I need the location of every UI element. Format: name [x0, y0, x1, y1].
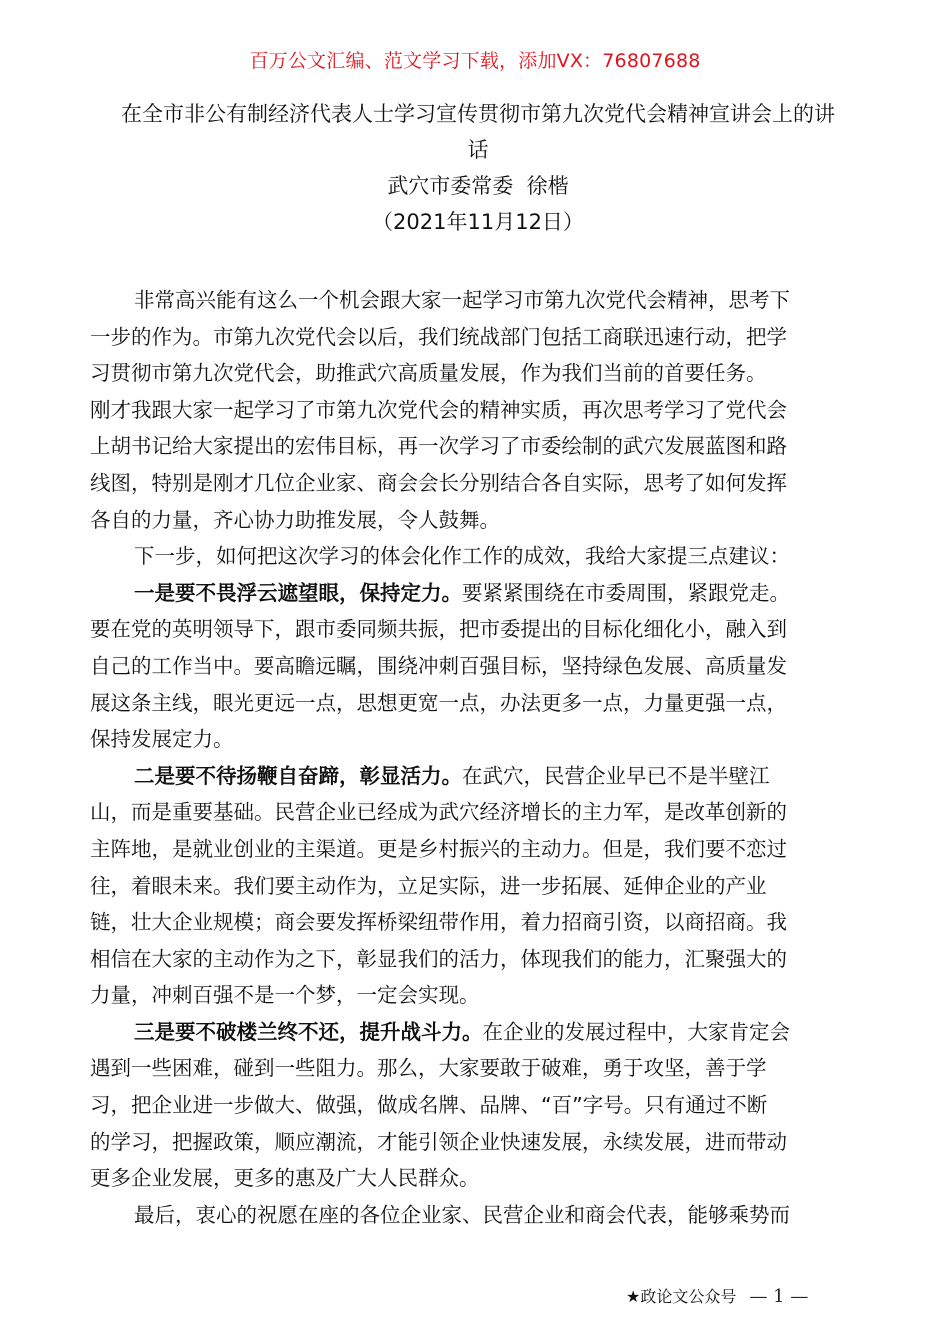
suggestion-1-heading: 一是要不畏浮云遮望眼，保持定力。 [134, 580, 462, 605]
document-title-block [88, 96, 868, 240]
paragraph-line: 保持发展定力。 [90, 727, 234, 752]
paragraph-line: 的学习，把握政策，顺应潮流，才能引领企业快速发展，永续发展，进而带动 [90, 1129, 787, 1154]
footer-source: ★政论文公众号 [626, 1287, 737, 1306]
page-number: — 1 — [749, 1286, 809, 1307]
suggestion-2-heading: 二是要不待扬鞭自奋蹄，彰显活力。 [134, 763, 462, 788]
watermark-header-note: 百万公文汇编、范文学习下载，添加VX：76807688 [249, 50, 701, 72]
paragraph-line: 非常高兴能有这么一个机会跟大家一起学习市第九次党代会精神，思考下 [134, 288, 790, 312]
paragraph-line: 主阵地，是就业创业的主渠道。更是乡村振兴的主动力。但是，我们要不恋过 [90, 836, 787, 861]
paragraph-line: 各自的力量，齐心协力助推发展，令人鼓舞。 [90, 507, 500, 532]
suggestion-1-text: 要紧紧围绕在市委周围，紧跟党走。 [462, 580, 790, 605]
paragraph-line: 线图，特别是刚才几位企业家、商会会长分别结合各自实际，思考了如何发挥 [90, 470, 787, 495]
suggestion-1-first-line [90, 575, 860, 612]
paragraph-line: 山，而是重要基础。民营企业已经成为武穴经济增长的主力军，是改革创新的 [90, 800, 787, 825]
document-title-line-2: 话 [467, 138, 489, 162]
document-date: （2021年11月12日） [372, 210, 584, 234]
page-footer [626, 1284, 808, 1307]
suggestion-2-first-line [90, 758, 860, 795]
paragraph-line: 遇到一些困难，碰到一些阻力。那么，大家要敢于破难，勇于攻坚，善于学 [90, 1056, 767, 1081]
paragraph-line: 链，壮大企业规模；商会要发挥桥梁纽带作用，着力招商引资，以商招商。我 [90, 910, 787, 935]
paragraph-line: 习贯彻市第九次党代会，助推武穴高质量发展，作为我们当前的首要任务。 [90, 361, 767, 386]
document-body [90, 282, 860, 1233]
paragraph-line: 力量，冲刺百强不是一个梦，一定会实现。 [90, 983, 480, 1008]
paragraph-line: 相信在大家的主动作为之下，彰显我们的活力，体现我们的能力，汇聚强大的 [90, 946, 787, 971]
paragraph-line: 自己的工作当中。要高瞻远瞩，围绕冲刺百强目标，坚持绿色发展、高质量发 [90, 653, 787, 678]
document-author: 武穴市委常委 徐楷 [387, 174, 569, 198]
paragraph-line: 往，着眼未来。我们要主动作为，立足实际，进一步拓展、延伸企业的产业 [90, 873, 767, 898]
paragraph-line: 要在党的英明领导下，跟市委同频共振，把市委提出的目标化细化小，融入到 [90, 617, 787, 642]
suggestion-3-heading: 三是要不破楼兰终不还，提升战斗力。 [134, 1019, 483, 1044]
suggestion-3-first-line [90, 1014, 860, 1051]
paragraph-line: 习，把企业进一步做大、做强，做成名牌、品牌、“百”字号。只有通过不断 [90, 1093, 768, 1118]
paragraph-line: 更多企业发展，更多的惠及广大人民群众。 [90, 1166, 480, 1191]
paragraph-line: 一步的作为。市第九次党代会以后，我们统战部门包括工商联迅速行动，把学 [90, 324, 787, 349]
suggestion-2-text: 在武穴，民营企业早已不是半壁江 [462, 763, 770, 788]
paragraph-line: 刚才我跟大家一起学习了市第九次党代会的精神实质，再次思考学习了党代会 [90, 397, 787, 422]
suggestion-3-text: 在企业的发展过程中，大家肯定会 [482, 1019, 790, 1044]
paragraph-line: 上胡书记给大家提出的宏伟目标，再一次学习了市委绘制的武穴发展蓝图和路 [90, 434, 787, 459]
paragraph-line: 展这条主线，眼光更远一点，思想更宽一点，办法更多一点，力量更强一点， [90, 690, 787, 715]
paragraph-line: 下一步，如何把这次学习的体会化作工作的成效，我给大家提三点建议： [134, 544, 790, 569]
paragraph-line: 最后，衷心的祝愿在座的各位企业家、民营企业和商会代表，能够乘势而 [134, 1202, 790, 1227]
document-title-line-1: 在全市非公有制经济代表人士学习宣传贯彻市第九次党代会精神宣讲会上的讲 [121, 102, 835, 126]
